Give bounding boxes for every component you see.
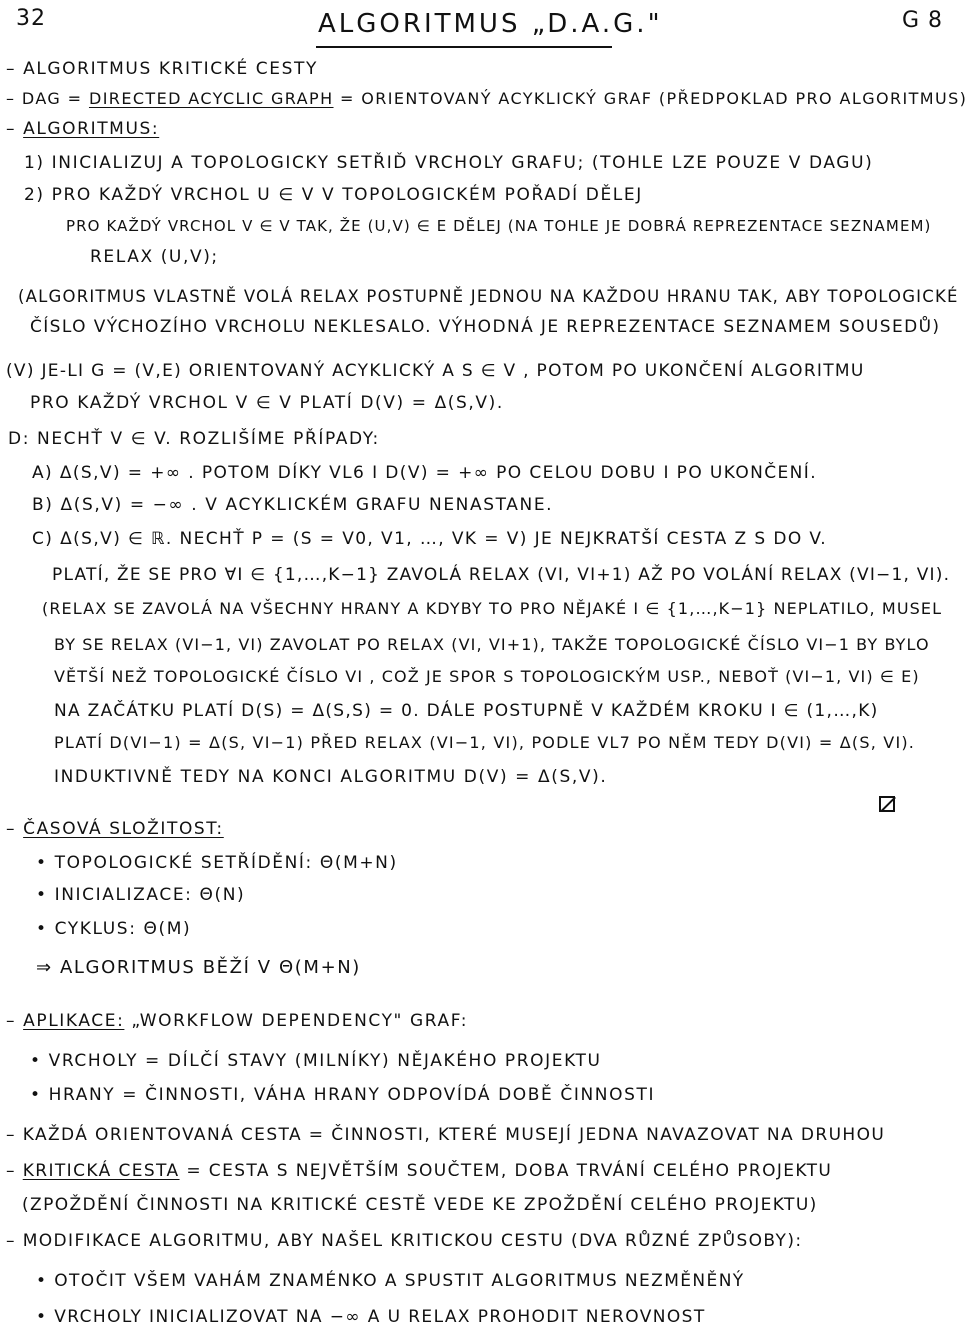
algorithm-note-line-2: ČÍSLO VÝCHOZÍHO VRCHOLU NEKLESALO. VÝHODNÁ JE REPREZENTACE SEZNAMEM SOUSEDŮ) xyxy=(30,317,941,337)
modification-item: • OTOČIT VŠEM VAHÁM ZNAMÉNKO A SPUSTIT ALGORITMUS NEZMĚNĚNÝ xyxy=(36,1271,745,1291)
proof-case-c-line-2: (RELAX SE ZAVOLÁ NA VŠECHNY HRANY A KDYBY TO PRO NĚJAKÉ I ∈ {1,…,K−1} NEPLATILO, MUSEL xyxy=(42,599,943,618)
theorem-line-1: (V) JE-LI G = (V,E) ORIENTOVANÝ ACYKLICKÝ A S ∈ V , POTOM PO UKONČENÍ ALGORITMU xyxy=(6,361,865,381)
title-underline xyxy=(316,46,612,48)
algorithm-step-2a: PRO KAŽDÝ VRCHOL V ∈ V TAK, ŽE (U,V) ∈ E DĚLEJ (NA TOHLE JE DOBRÁ REPREZENTACE SEZNAMEM) xyxy=(66,217,932,235)
corner-mark: G 8 xyxy=(902,8,944,33)
modification-item: • VRCHOLY INICIALIZOVAT NA −∞ A U RELAX PROHODIT NEROVNOST xyxy=(36,1307,706,1327)
proof-case-b: B) Δ(S,V) = −∞ . V ACYKLICKÉM GRAFU NENASTANE. xyxy=(32,495,554,515)
proof-case-c-line-6: PLATÍ D(VI−1) = Δ(S, VI−1) PŘED RELAX (VI−1, VI), PODLE VL7 PO NĚM TEDY D(VI) = Δ(S, VI). xyxy=(54,733,916,752)
critical-path-definition: – KRITICKÁ CESTA = CESTA S NEJVĚTŠÍM SOUČTEM, DOBA TRVÁNÍ CELÉHO PROJEKTU xyxy=(6,1161,833,1181)
intro-critical-path: – ALGORITMUS KRITICKÉ CESTY xyxy=(6,59,318,79)
complexity-item: • TOPOLOGICKÉ SETŘÍDĚNÍ: Θ(M+N) xyxy=(36,853,398,873)
complexity-result: ⇒ ALGORITMUS BĚŽÍ V Θ(M+N) xyxy=(36,957,361,978)
proof-case-c-line-7: INDUKTIVNĚ TEDY NA KONCI ALGORITMU D(V) = Δ(S,V). xyxy=(54,767,608,787)
page-number: 32 xyxy=(16,6,46,31)
dag-rest: = ORIENTOVANÝ ACYKLICKÝ GRAF (PŘEDPOKLAD PRO ALGORITMUS) xyxy=(333,89,968,108)
critical-path-note: (ZPOŽDĚNÍ ČINNOSTI NA KRITICKÉ CESTĚ VEDE KE ZPOŽDĚNÍ CELÉHO PROJEKTU) xyxy=(22,1195,818,1215)
algorithm-note-line-1: (ALGORITMUS VLASTNĚ VOLÁ RELAX POSTUPNĚ JEDNOU NA KAŽDOU HRANU TAK, ABY TOPOLOGICKÉ xyxy=(18,287,959,306)
proof-case-c-line-1: PLATÍ, ŽE SE PRO ∀I ∈ {1,…,K−1} ZAVOLÁ RELAX (VI, VI+1) AŽ PO VOLÁNÍ RELAX (VI−1, VI). xyxy=(52,565,951,585)
proof-case-c-line-4: VĚTŠÍ NEŽ TOPOLOGICKÉ ČÍSLO VI , COŽ JE SPOR S TOPOLOGICKÝM USP., NEBOŤ (VI−1, VI) ∈ E) xyxy=(54,667,920,686)
intro-dag-definition xyxy=(6,90,967,108)
qed-symbol xyxy=(879,796,895,812)
algorithm-step-1: 1) INICIALIZUJ A TOPOLOGICKY SETŘIĎ VRCHOLY GRAFU; (TOHLE LZE POUZE V DAGU) xyxy=(24,153,874,173)
complexity-heading: – ČASOVÁ SLOŽITOST: xyxy=(6,819,224,839)
application-heading-label: APLIKACE: xyxy=(23,1011,125,1031)
proof-case-c: C) Δ(S,V) ∈ ℝ. NECHŤ P = (S = V0, V1, …, VK = V) JE NEJKRATŠÍ CESTA Z S DO V. xyxy=(32,529,828,549)
page-title: ALGORITMUS „D.A.G." xyxy=(318,9,663,39)
application-item: • HRANY = ČINNOSTI, VÁHA HRANY ODPOVÍDÁ DOBĚ ČINNOSTI xyxy=(30,1085,656,1105)
complexity-item: • INICIALIZACE: Θ(N) xyxy=(36,885,246,905)
dag-prefix: – DAG = xyxy=(6,89,89,108)
dag-term: DIRECTED ACYCLIC GRAPH xyxy=(88,89,334,108)
complexity-item: • CYKLUS: Θ(M) xyxy=(36,919,192,939)
theorem-line-2: PRO KAŽDÝ VRCHOL V ∈ V PLATÍ D(V) = Δ(S,V). xyxy=(30,393,504,413)
algo-prefix: – xyxy=(6,119,24,139)
critical-path-rest: = CESTA S NEJVĚTŠÍM SOUČTEM, DOBA TRVÁNÍ CELÉHO PROJEKTU xyxy=(179,1161,833,1181)
application-heading-rest: „WORKFLOW DEPENDENCY" GRAF: xyxy=(124,1011,469,1031)
proof-case-a: A) Δ(S,V) = +∞ . POTOM DÍKY VL6 I D(V) = +∞ PO CELOU DOBU I PO UKONČENÍ. xyxy=(32,463,818,483)
complexity-heading-label: ČASOVÁ SLOŽITOST: xyxy=(23,819,224,839)
proof-case-c-line-5: NA ZAČÁTKU PLATÍ D(S) = Δ(S,S) = 0. DÁLE POSTUPNĚ V KAŽDÉM KROKU I ∈ (1,…,K) xyxy=(54,701,879,721)
application-item: • VRCHOLY = DÍLČÍ STAVY (MILNÍKY) NĚJAKÉHO PROJEKTU xyxy=(30,1051,602,1071)
critical-path-term: KRITICKÁ CESTA xyxy=(22,1161,180,1181)
algorithm-step-2b: RELAX (U,V); xyxy=(90,247,219,267)
algo-label: ALGORITMUS: xyxy=(23,119,160,139)
application-heading: – APLIKACE: „WORKFLOW DEPENDENCY" GRAF: xyxy=(6,1011,469,1031)
algorithm-heading xyxy=(6,120,159,140)
proof-case-c-line-3: BY SE RELAX (VI−1, VI) ZAVOLAT PO RELAX (VI, VI+1), TAKŽE TOPOLOGICKÉ ČÍSLO VI−1 BY BYLO xyxy=(54,635,930,654)
modification-heading: – MODIFIKACE ALGORITMU, ABY NAŠEL KRITICKOU CESTU (DVA RŮZNÉ ZPŮSOBY): xyxy=(6,1231,803,1251)
proof-intro: D: NECHŤ V ∈ V. ROZLIŠÍME PŘÍPADY: xyxy=(8,429,380,449)
application-path-line: – KAŽDÁ ORIENTOVANÁ CESTA = ČINNOSTI, KTERÉ MUSEJÍ JEDNA NAVAZOVAT NA DRUHOU xyxy=(6,1125,886,1145)
algorithm-step-2: 2) PRO KAŽDÝ VRCHOL U ∈ V V TOPOLOGICKÉM POŘADÍ DĚLEJ xyxy=(24,185,643,205)
